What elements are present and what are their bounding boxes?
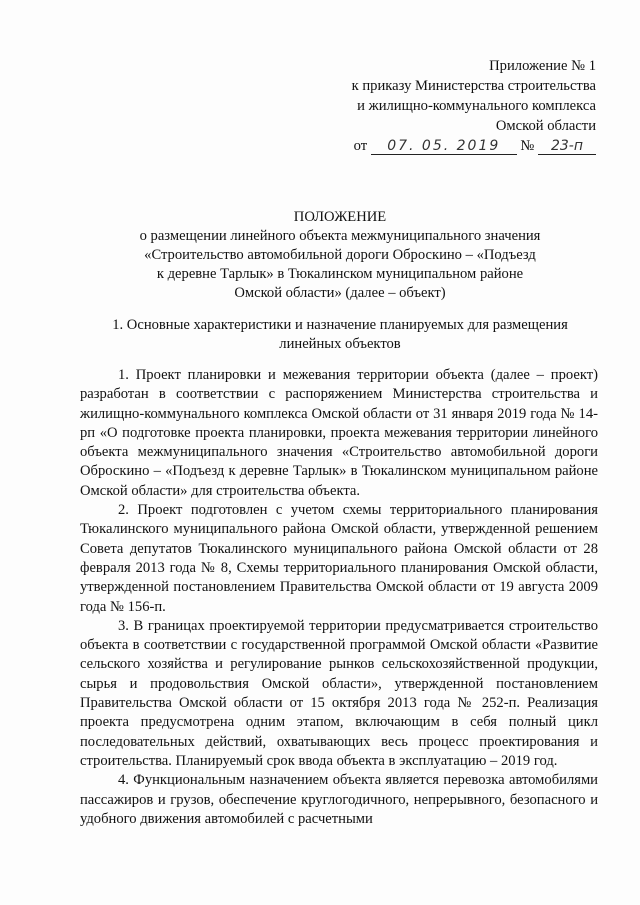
document-body	[80, 366, 598, 829]
handwritten-date: 07. 05. 2019	[371, 138, 517, 155]
title-line-3: к деревне Тарлык» в Тюкалинском муниципальном районе	[156, 266, 524, 282]
from-label: от	[353, 138, 368, 154]
appendix-title: Приложение № 1	[489, 58, 596, 74]
handwritten-number: 23-п	[538, 138, 596, 155]
section-heading-line-1: 1. Основные характеристики и назначение планируемых для размещения	[112, 317, 568, 333]
document-title-block	[80, 208, 600, 303]
appendix-region-line: Омской области	[495, 118, 596, 134]
paragraph-2: 2. Проект подготовлен с учетом схемы территориального планирования Тюкалинского муниципального района Омской области, утвержденной решением Совета депутатов Тюкалинского муниципального района Омской области от 28 февраля 2013 года № 8, Схемы территориального планирования Омской области, утвержденной постановлением Правительства Омской области от 19 августа 2009 года № 156-п.	[80, 502, 598, 615]
paragraph-3: 3. В границах проектируемой территории предусматривается строительство объекта в соответствии с государственной программой Омской области «Развитие сельского хозяйства и регулирование рынков сельскохозяйственной продукции, сырья и продовольствия Омской области», утвержденной постановлением Правительства Омской области от 15 октября 2013 года № 252-п. Реализация проекта предусмотрена одним этапом, включающим в себя полный цикл последовательных действий, охватывающих весь процесс проектирования и строительства. Планируемый срок ввода объекта в эксплуатацию – 2019 год.	[80, 617, 598, 769]
appendix-ministry-line: и жилищно-коммунального комплекса	[357, 98, 596, 114]
appendix-header	[296, 56, 596, 156]
paragraph-1: 1. Проект планировки и межевания территории объекта (далее – проект) разработан в соответствии с распоряжением Министерства строительства и жилищно-коммунального комплекса Омской области от 31 января 2019 года № 14-рп «О подготовке проекта планировки, проекта межевания территории линейного объекта межмуниципального значения «Строительство автомобильной дороги Оброскино – «Подъезд к деревне Тарлык» в Тюкалинском муниципальном районе Омской области» для строительства объекта.	[80, 367, 598, 499]
title-line-1: о размещении линейного объекта межмуниципального значения	[139, 228, 541, 244]
section-heading-line-2: линейных объектов	[279, 336, 401, 352]
title-line-4: Омской области» (далее – объект)	[234, 285, 446, 301]
section-heading	[80, 316, 600, 354]
document-heading: ПОЛОЖЕНИЕ	[293, 209, 387, 225]
paragraph-4: 4. Функциональным назначением объекта является перевозка автомобилями пассажиров и грузов, обеспечение круглогодичного, непрерывного, безопасного и удобного движения автомобилей с расчетными	[80, 772, 598, 827]
title-line-2: «Строительство автомобильной дороги Оброскино – «Подъезд	[144, 247, 536, 263]
appendix-order-line: к приказу Министерства строительства	[351, 78, 596, 94]
number-label: №	[520, 138, 535, 154]
order-date-number-line	[296, 136, 596, 156]
